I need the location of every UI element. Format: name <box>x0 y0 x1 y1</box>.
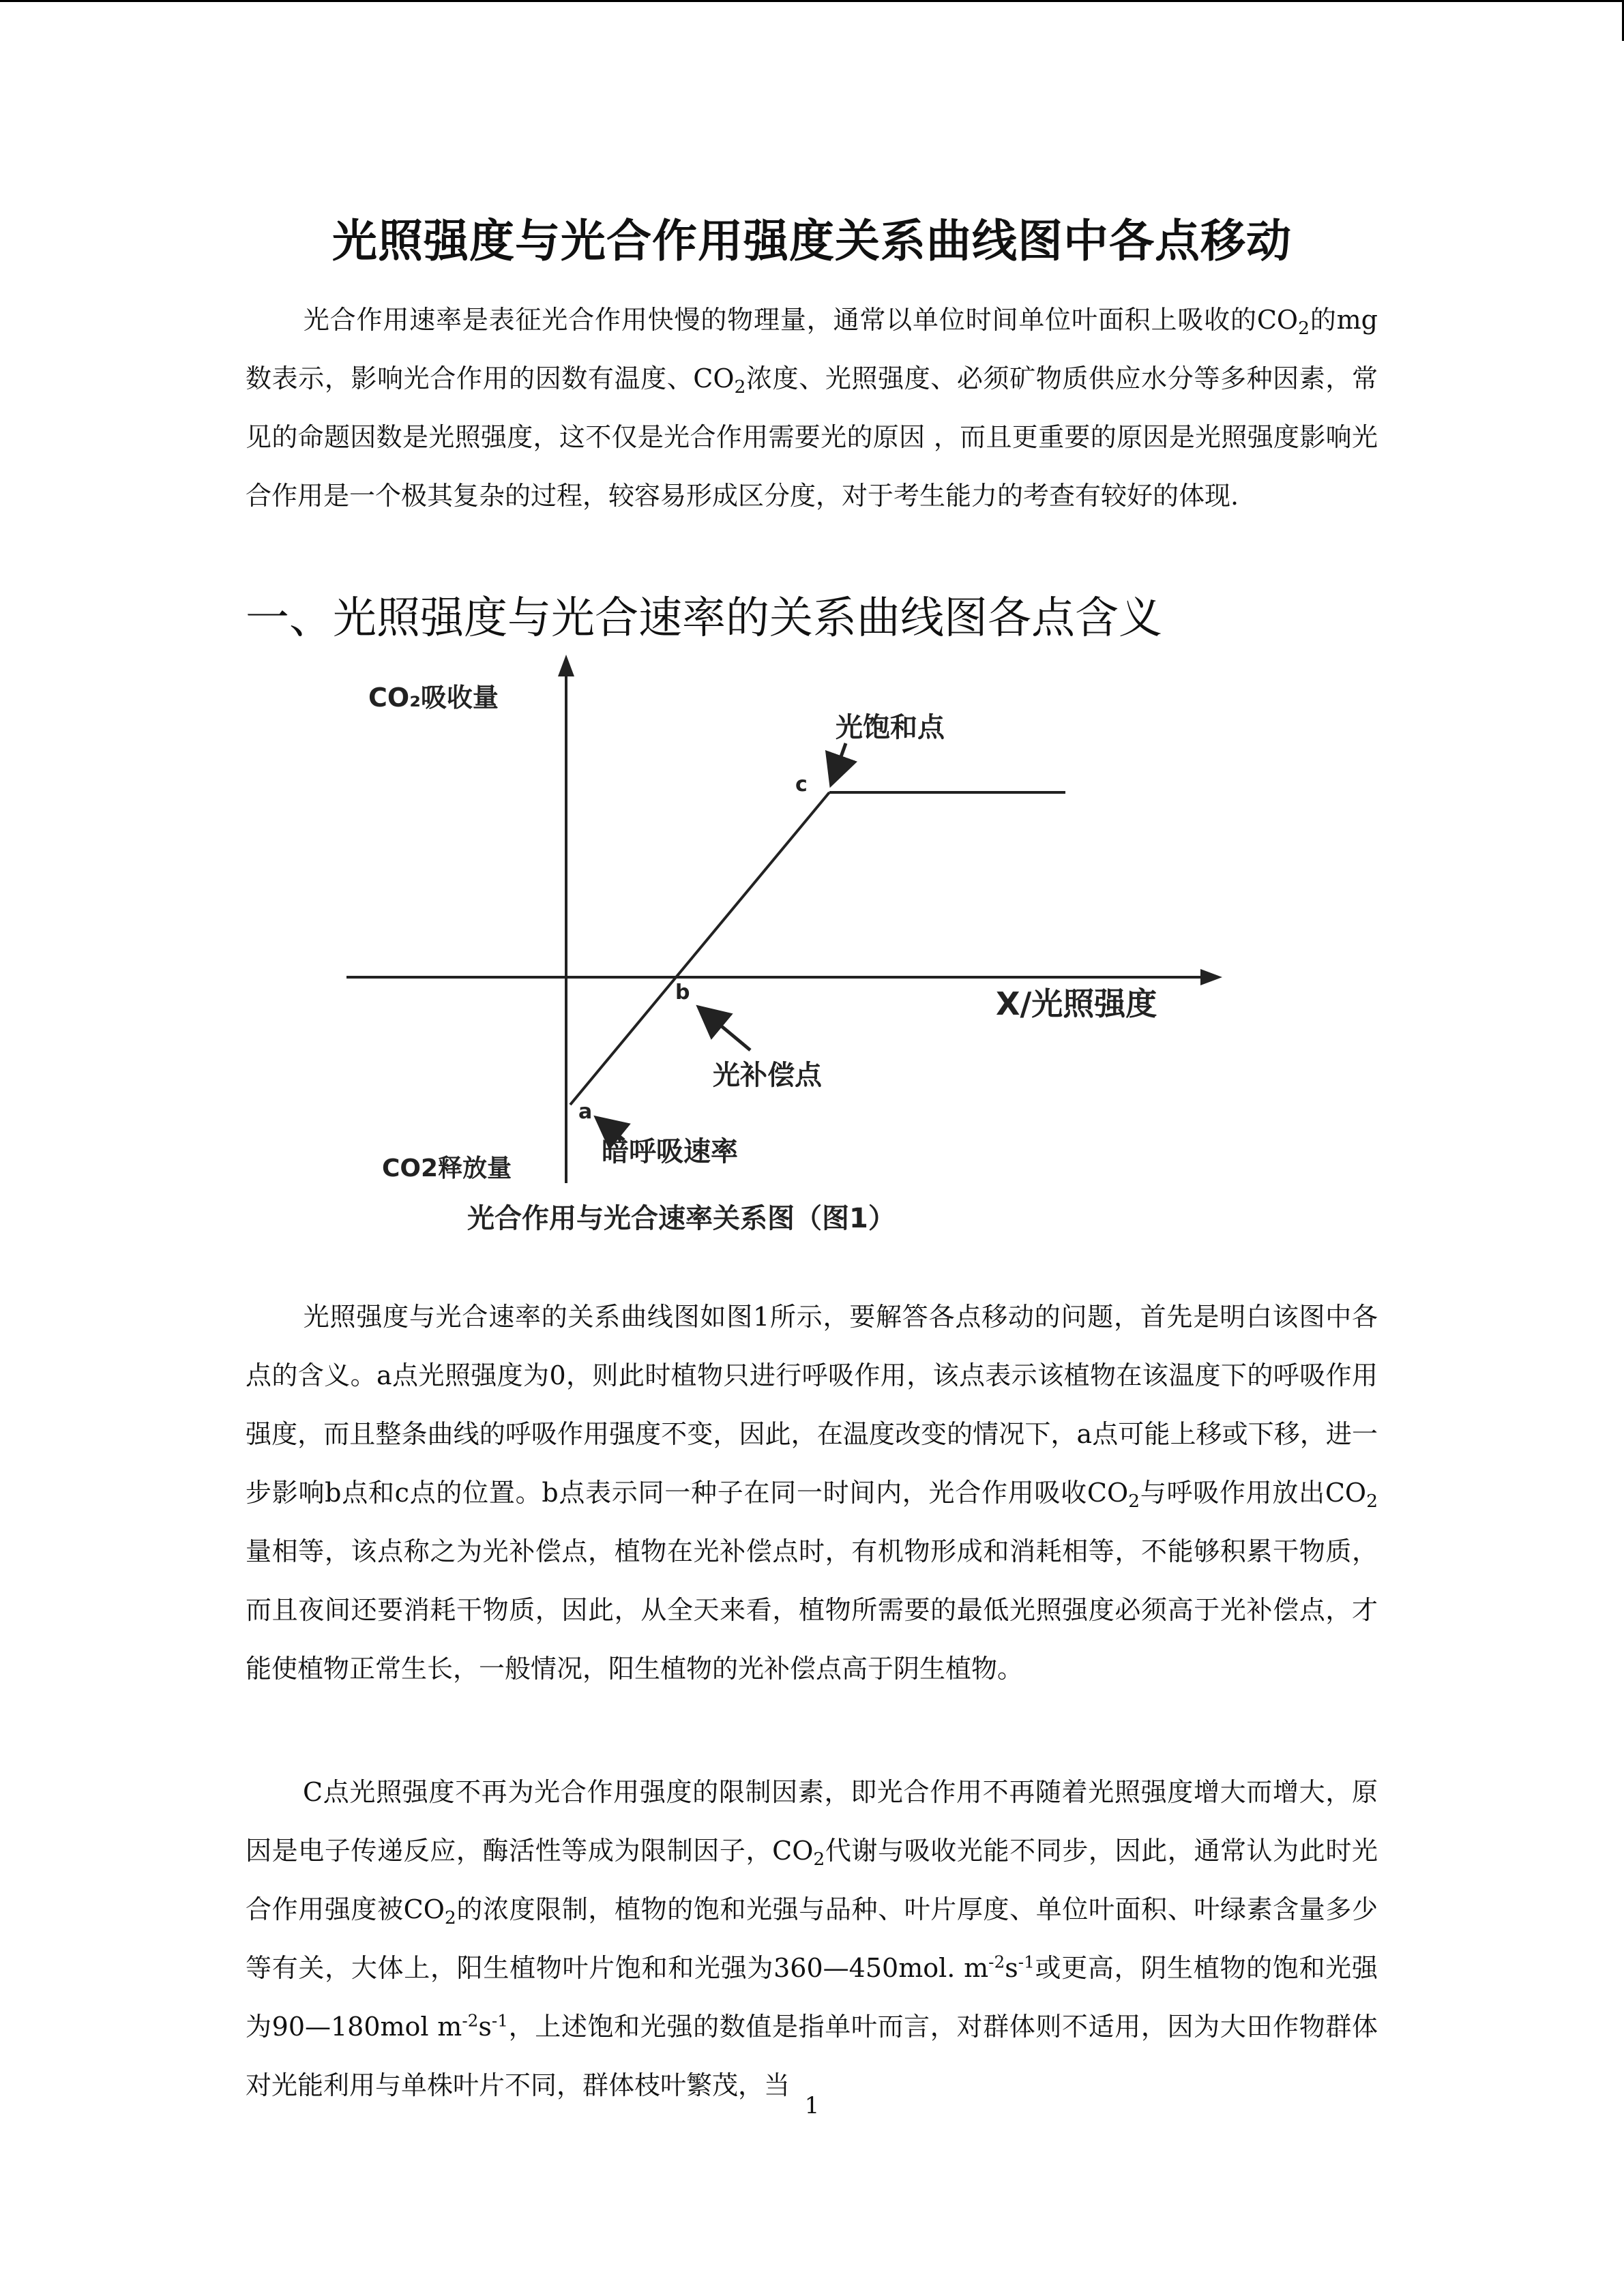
figure-svg <box>327 648 1282 1248</box>
intro-sub-2: 2 <box>734 376 746 398</box>
top-border <box>0 0 1624 2</box>
paragraph-3 <box>246 1763 1378 2115</box>
x-axis-arrow <box>1200 969 1222 985</box>
p3-sub-1: 2 <box>813 1848 825 1870</box>
point-b-label: b <box>675 981 690 1004</box>
figure-light-response-curve <box>327 648 1282 1248</box>
p3-text-6: s <box>478 2012 492 2042</box>
p3-sup-2: -1 <box>1018 1952 1035 1972</box>
point-a-label: a <box>578 1100 593 1124</box>
p3-text-7: ，上述饱和光强的数值是指单叶而言，对群体则不适用，因为大田作物群体对光能利用与单株叶片不同，群体枝叶繁茂，当 <box>246 2012 1378 2100</box>
point-c-label: c <box>795 773 808 796</box>
section-heading: 一、光照强度与光合速率的关系曲线图各点含义 <box>246 593 1162 644</box>
p3-sub-2: 2 <box>444 1907 456 1928</box>
arrow-c <box>832 743 846 781</box>
p3-text-2: 代谢与吸收光能不同步，因此，通常认为此时光合作用强度被CO <box>246 1836 1378 1924</box>
y-axis-arrow <box>558 655 574 676</box>
p3-sup-3: -2 <box>462 2010 479 2031</box>
p2-text-3: 量相等，该点称之为光补偿点，植物在光补偿点时，有机物形成和消耗相等，不能够积累干物质，而且夜间还要消耗干物质，因此，从全天来看，植物所需要的最低光照强度必须高于光补偿点，才能使植物正常生长，一般情况，阳生植物的光补偿点高于阴生植物。 <box>246 1536 1378 1684</box>
p3-text-1: C点光照强度不再为光合作用强度的限制因素，即光合作用不再随着光照强度增大而增大，原因是电子传递反应，酶活性等成为限制因子，CO <box>246 1777 1378 1866</box>
p3-text-5: 或更高，阴生植物的饱和光强为90—180mol m <box>246 1953 1378 2042</box>
page-title: 光照强度与光合作用强度关系曲线图中各点移动 <box>332 214 1292 267</box>
y-label-top: CO₂吸收量 <box>368 683 499 713</box>
annotation-c: 光饱和点 <box>836 712 945 743</box>
y-label-bottom: CO2释放量 <box>382 1154 512 1182</box>
p3-text-4: s <box>1005 1953 1018 1983</box>
figure-caption: 光合作用与光合速率关系图（图1） <box>467 1203 896 1234</box>
paragraph-2 <box>246 1287 1378 1698</box>
page-number: 1 <box>804 2092 820 2119</box>
p2-sub-1: 2 <box>1128 1490 1140 1512</box>
annotation-b: 光补偿点 <box>713 1060 822 1091</box>
intro-text-3: 浓度、光照强度、必须矿物质供应水分等多种因素，常见的命题因数是光照强度，这不仅是光合作用需要光的原因 ，而且更重要的原因是光照强度影响光合作用是一个极其复杂的过程，较容易形成区分度，对于考生能力的考查有较好的体现. <box>246 363 1378 511</box>
intro-text-2: 的mg数表示，影响光合作用的因数有温度、CO <box>246 305 1378 393</box>
curve-rising-segment <box>570 792 829 1105</box>
intro-sub-1: 2 <box>1298 317 1310 339</box>
annotation-a: 暗呼吸速率 <box>602 1136 738 1167</box>
intro-text-1: 光合作用速率是表征光合作用快慢的物理量，通常以单位时间单位叶面积上吸收的CO <box>303 305 1299 335</box>
p3-text-3: 的浓度限制，植物的饱和光强与品种、叶片厚度、单位叶面积、叶绿素含量多少等有关，大体上，阳生植物叶片饱和和光强为360—450mol. m <box>246 1894 1378 1983</box>
arrow-b <box>701 1009 750 1050</box>
p3-sup-1: -2 <box>988 1952 1005 1972</box>
p2-text-2: 与呼吸作用放出CO <box>1140 1478 1367 1508</box>
x-label: X/光照强度 <box>996 985 1157 1022</box>
p2-sub-2: 2 <box>1366 1490 1378 1512</box>
p3-sup-4: -1 <box>491 2010 508 2031</box>
intro-paragraph <box>246 290 1378 525</box>
p2-text-1: 光照强度与光合速率的关系曲线图如图1所示，要解答各点移动的问题，首先是明白该图中各点的含义。a点光照强度为0，则此时植物只进行呼吸作用，该点表示该植物在该温度下的呼吸作用强度，而且整条曲线的呼吸作用强度不变，因此，在温度改变的情况下，a点可能上移或下移，进一步影响b点和c点的位置。b点表示同一种子在同一时间内，光合作用吸收CO <box>246 1302 1378 1508</box>
